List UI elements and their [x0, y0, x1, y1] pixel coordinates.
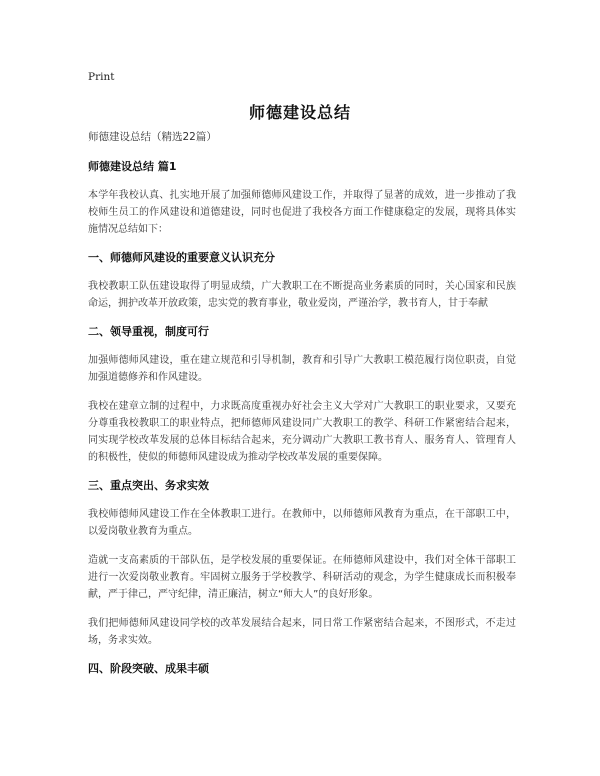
section-1-paragraph-1: 我校教职工队伍建设取得了明显成绩，广大教职工在不断提高业务素质的同时，关心国家和民族命运，拥护改革开放政策，忠实党的教育事业，敬业爱岗，严谨治学，教书育人，甘于奉献 [88, 281, 516, 309]
document-title: 师德建设总结 [248, 103, 351, 122]
document-body [88, 129, 516, 689]
section-2-paragraph-2: 我校在建章立制的过程中，力求既高度重视办好社会主义大学对广大教职工的职业要求，又要充分尊重我校教职工的职业特点，把师德师风建设同广大教职工的教学、科研工作紧密结合起来，同实现学校改革发展的总体目标结合起来，充分调动广大教职工教书育人、服务育人、管理育人的积极性，使似的师德师风建设成为推动学校改革发展的重要保障。 [88, 401, 516, 463]
section-heading-1: 一、师德师风建设的重要意义认识充分 [88, 251, 275, 264]
section-heading-2: 二、领导重视，制度可行 [88, 325, 209, 338]
print-label: Print [88, 71, 115, 83]
section-3-paragraph-1: 我校师德师风建设工作在全体教职工进行。在教师中，以师德师风教育为重点，在干部职工中，以爱岗敬业教育为重点。 [88, 509, 516, 537]
section-heading-4: 四、阶段突破、成果丰硕 [88, 662, 209, 675]
section-2-paragraph-1: 加强师德师风建设，重在建立规范和引导机制，教育和引导广大教职工模范履行岗位职责，自觉加强道德修养和作风建设。 [88, 355, 516, 383]
intro-paragraph: 本学年我校认真、扎实地开展了加强师德师风建设工作，并取得了显著的成效，进一步推动了我校师生员工的作风建设和道德建设，同时也促进了我校各方面工作健康稳定的发展，现将具体实施情况总结如下： [88, 190, 516, 235]
section-3-paragraph-2: 造就一支高素质的干部队伍，是学校发展的重要保证。在师德师风建设中，我们对全体干部职工进行一次爱岗敬业教育。牢固树立服务于学校教学、科研活动的观念，为学生健康成长而积极奉献，严于律己，严守纪律，清正廉洁，树立“师大人”的良好形象。 [88, 555, 516, 600]
article-heading: 师德建设总结 篇1 [88, 160, 177, 173]
section-heading-3: 三、重点突出、务求实效 [88, 479, 209, 492]
section-3-paragraph-3: 我们把师德师风建设同学校的改革发展结合起来，同日常工作紧密结合起来，不图形式，不走过场，务求实效。 [88, 618, 516, 646]
document-subtitle: 师德建设总结（精选22篇） [88, 131, 217, 143]
